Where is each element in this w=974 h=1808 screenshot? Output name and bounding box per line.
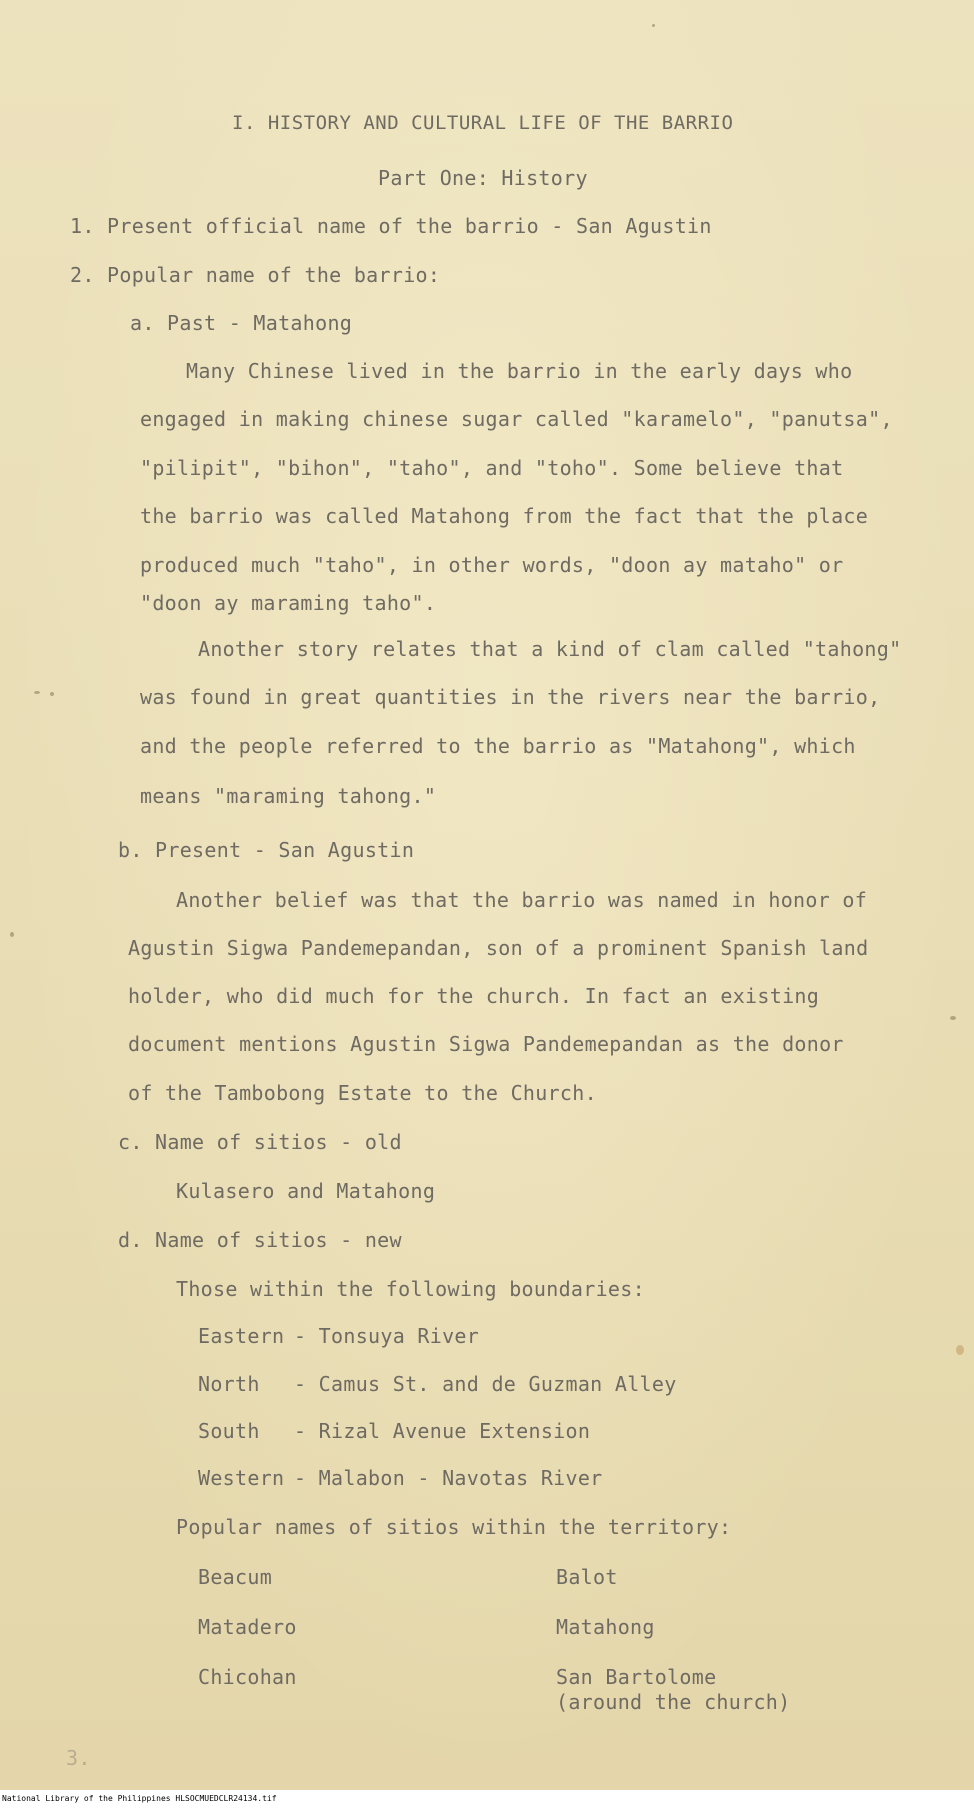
boundary-label: Eastern	[198, 1324, 285, 1348]
speck-mark	[10, 932, 14, 937]
item-2: 2. Popular name of the barrio:	[70, 263, 441, 287]
speck-mark	[950, 1016, 956, 1020]
item-2d-heading: d. Name of sitios - new	[118, 1228, 402, 1252]
boundary-label: South	[198, 1419, 260, 1443]
paragraph-3-line: holder, who did much for the church. In fact an existing	[128, 984, 820, 1008]
sitio-name: Matahong	[556, 1615, 655, 1639]
paragraph-1-line: "pilipit", "bihon", "taho", and "toho". Some believe that	[140, 456, 844, 480]
page-title: I. HISTORY AND CULTURAL LIFE OF THE BARRIO	[232, 112, 734, 134]
paragraph-3-line: of the Tambobong Estate to the Church.	[128, 1081, 597, 1105]
sitio-name: Chicohan	[198, 1665, 297, 1689]
page-subtitle: Part One: History	[378, 166, 588, 190]
paragraph-3-line: document mentions Agustin Sigwa Pandemepandan as the donor	[128, 1032, 844, 1056]
paragraph-1-line: Many Chinese lived in the barrio in the early days who	[186, 359, 853, 383]
speck-mark	[652, 24, 655, 27]
paragraph-1-line: engaged in making chinese sugar called "karamelo", "panutsa",	[140, 407, 893, 431]
boundary-label: North	[198, 1372, 260, 1396]
paragraph-1-line: "doon ay maraming taho".	[140, 591, 437, 615]
scan-footer: National Library of the Philippines HLSOCMUEDCLR24134.tif	[0, 1790, 974, 1808]
boundary-value: - Camus St. and de Guzman Alley	[294, 1372, 677, 1396]
paragraph-2-line: Another story relates that a kind of clam called "tahong"	[198, 637, 902, 661]
speck-mark	[34, 691, 40, 694]
boundaries-intro: Those within the following boundaries:	[176, 1277, 645, 1301]
paragraph-2-line: was found in great quantities in the rivers near the barrio,	[140, 685, 881, 709]
item-1: 1. Present official name of the barrio - San Agustin	[70, 214, 712, 238]
item-2b-heading: b. Present - San Agustin	[118, 838, 415, 862]
sitio-name: Balot	[556, 1565, 618, 1589]
boundary-value: - Malabon - Navotas River	[294, 1466, 603, 1490]
paragraph-3-line: Another belief was that the barrio was named in honor of	[176, 888, 868, 912]
old-sitios-value: Kulasero and Matahong	[176, 1179, 436, 1203]
sitio-name: Beacum	[198, 1565, 273, 1589]
paragraph-2-line: and the people referred to the barrio as "Matahong", which	[140, 734, 856, 758]
item-2c-heading: c. Name of sitios - old	[118, 1130, 402, 1154]
sitios-intro: Popular names of sitios within the territory:	[176, 1515, 732, 1539]
item-2a-heading: a. Past - Matahong	[130, 311, 353, 335]
paragraph-1-line: produced much "taho", in other words, "doon ay mataho" or	[140, 553, 844, 577]
sitio-name: San Bartolome	[556, 1665, 717, 1689]
paragraph-2-line: means "maraming tahong."	[140, 784, 437, 808]
speck-mark	[50, 692, 54, 696]
paragraph-1-line: the barrio was called Matahong from the fact that the place	[140, 504, 869, 528]
sitio-name: Matadero	[198, 1615, 297, 1639]
boundary-value: - Rizal Avenue Extension	[294, 1419, 591, 1443]
sitio-note: (around the church)	[556, 1690, 791, 1714]
page-number: 3.	[66, 1746, 91, 1770]
boundary-value: - Tonsuya River	[294, 1324, 480, 1348]
paragraph-3-line: Agustin Sigwa Pandemepandan, son of a prominent Spanish land	[128, 936, 869, 960]
boundary-label: Western	[198, 1466, 285, 1490]
speck-mark	[956, 1345, 964, 1355]
